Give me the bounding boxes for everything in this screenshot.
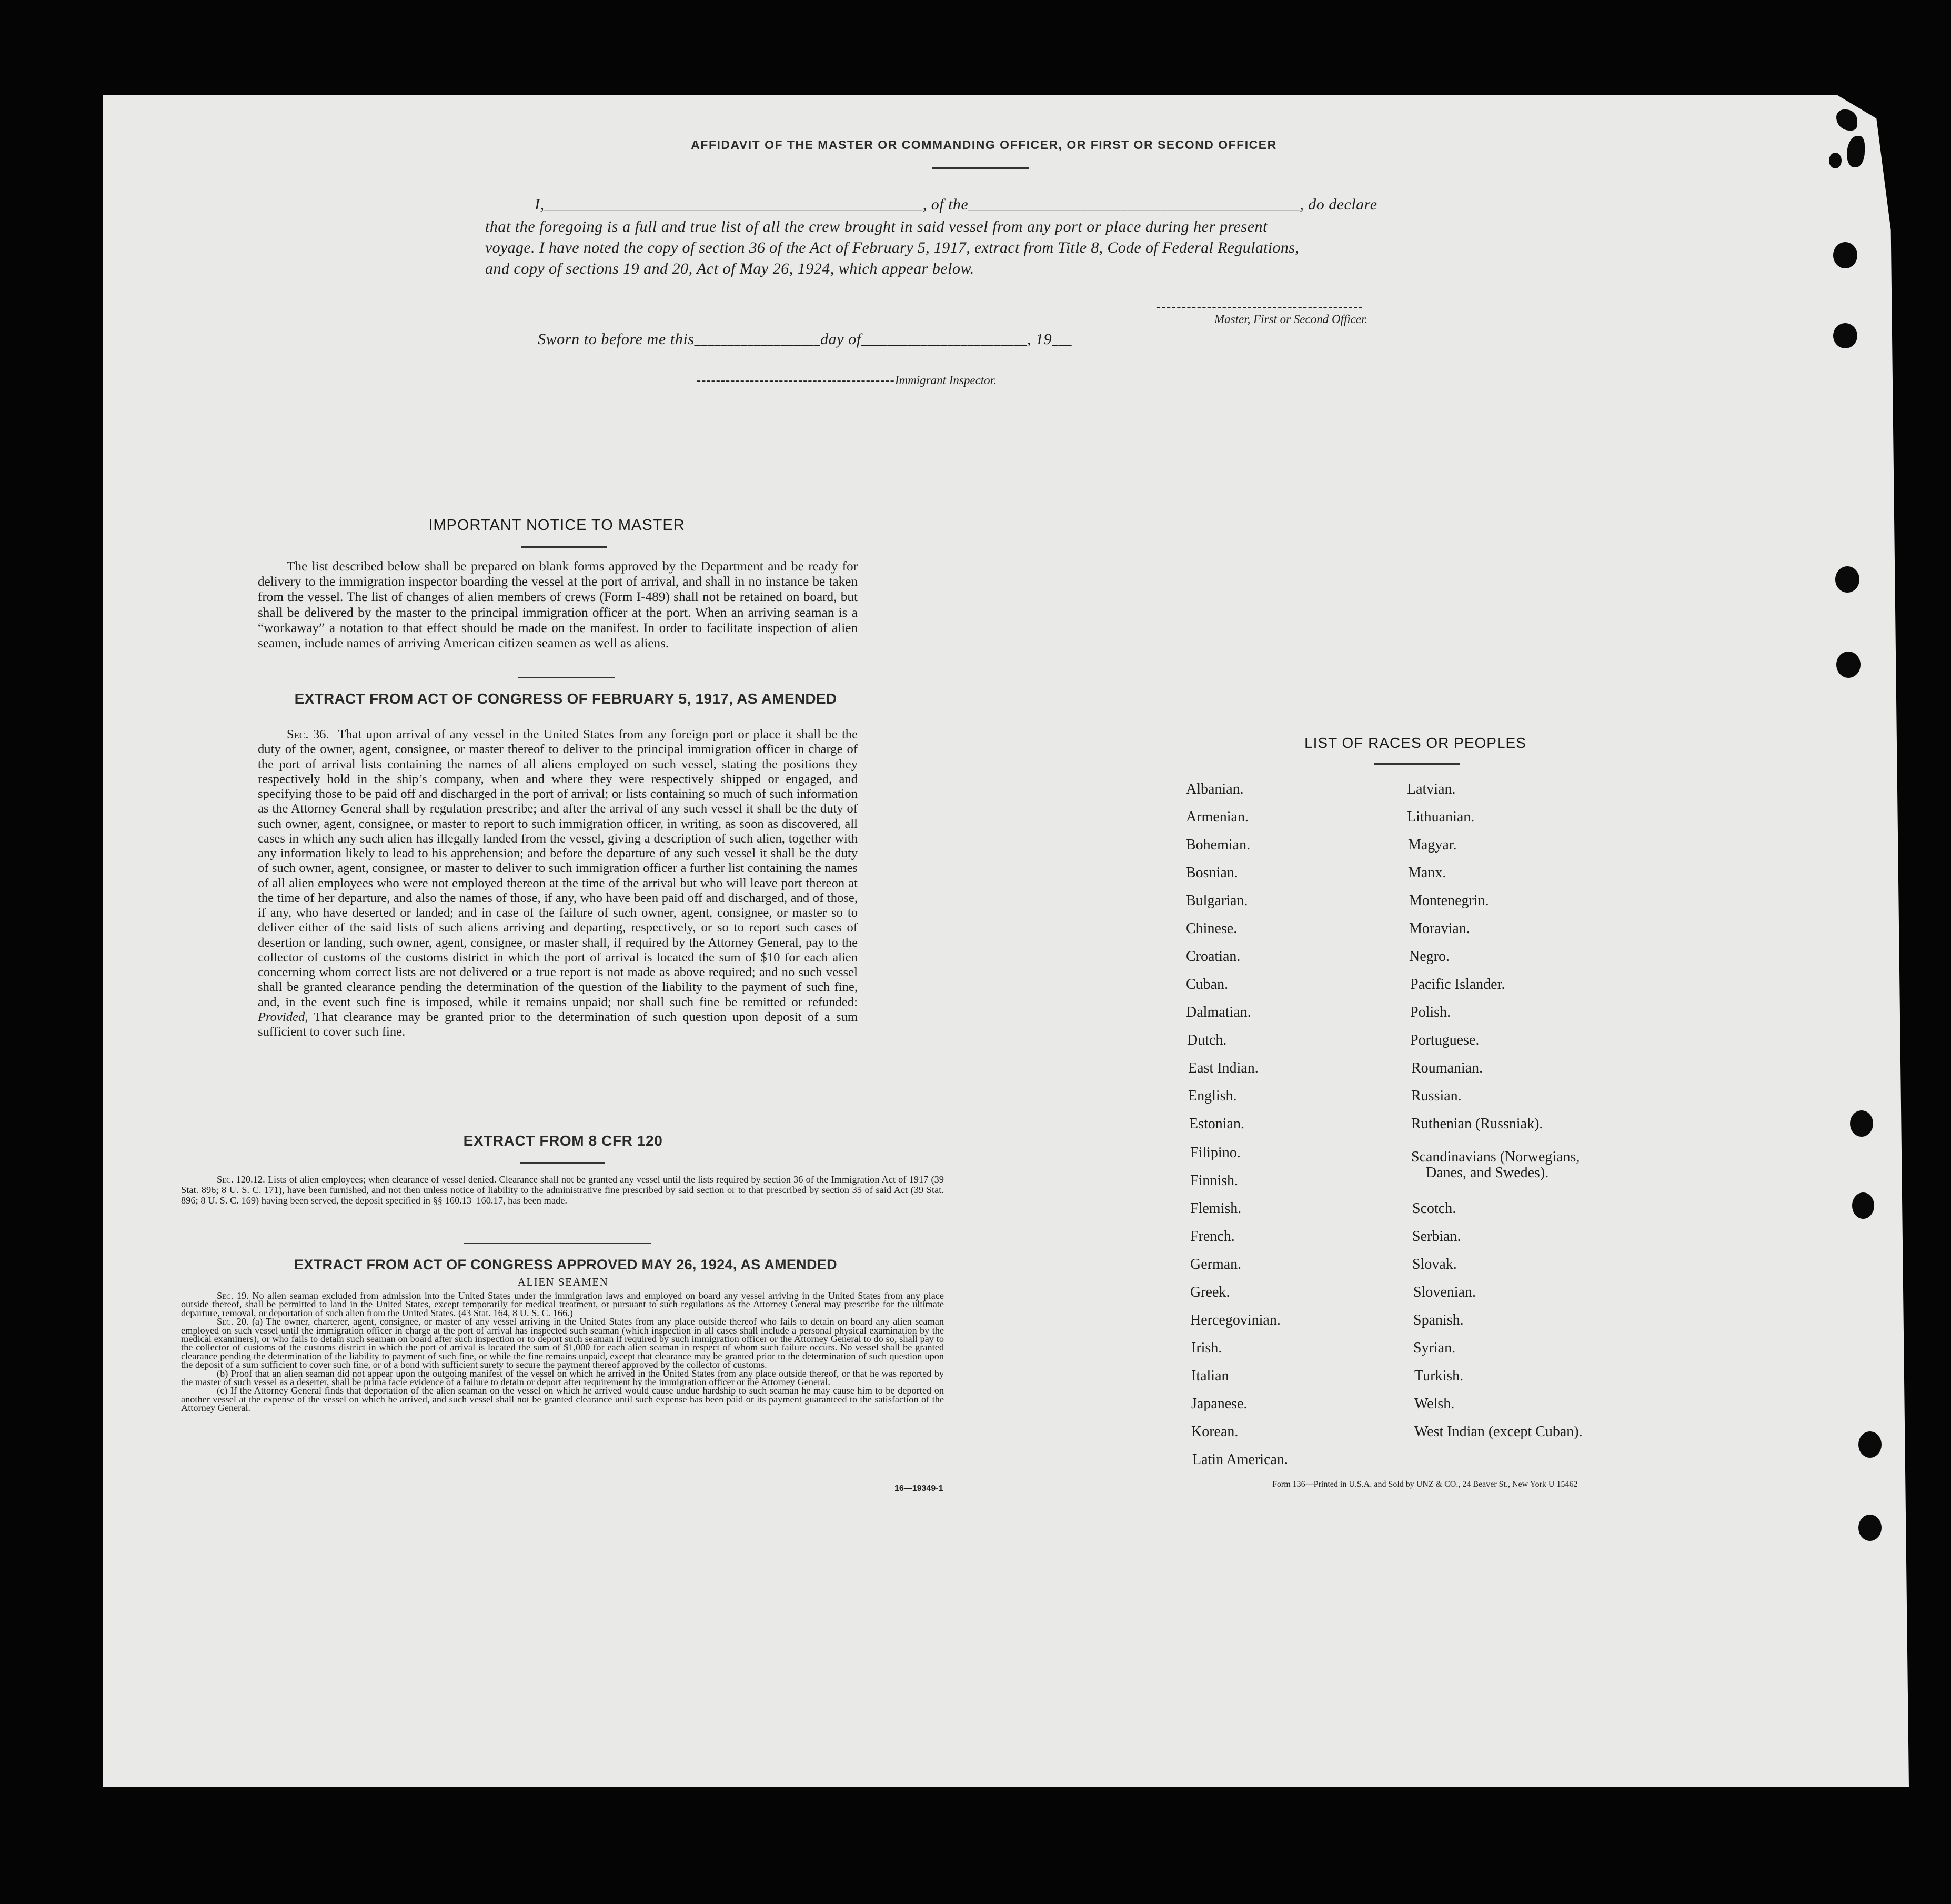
signature-label: Master, First or Second Officer. <box>1214 313 1368 326</box>
punch-hole <box>1835 566 1859 593</box>
sec-20c-paragraph: (c) If the Attorney General finds that deportation of the alien seaman on the vessel on which he arrived would cause undue hardship to such seaman he may cause him to be deported on another vessel at the expense of the vessel on which he arrived, and such vessel shall not be granted clearance until such expense has been paid or its payment guaranteed to the satisfaction of the Attorney General. <box>181 1385 944 1414</box>
race-item: Irish. <box>1191 1340 1222 1356</box>
affidavit-line-1 <box>535 196 1377 214</box>
race-item: Dalmatian. <box>1186 1004 1251 1020</box>
notice-body: The list described below shall be prepared on blank forms approved by the Department and be ready for delivery to the immigration inspector boarding the vessel at the port of arrival, and shall in no instance be taken from the vessel. The list of changes of alien members of crews (Form I-489) shall not be retained on board, but shall be delivered by the master to the principal immigration officer at the port. When an arriving seaman is a “workaway” a notation to that effect should be made on the manifest. In order to facilitate inspection of alien seamen, include names of arriving American citizen seamen as well as aliens. <box>258 559 858 651</box>
sec-120-text: Lists of alien employees; when clearance of vessel denied. Clearance shall not be granted any vessel until the lists required by section 36 of the Immigration Act of 1917 (39 Stat. 896; 8 U. S. C. 171), have been furnished, and not then unless notice of liability to the administrative fine prescribed by said section or to that prescribed by section 35 of said Act (39 Stat. 896; 8 U. S. C. 169) having been served, the deposit specified in §§ 160.13–160.17, has been made. <box>181 1174 944 1206</box>
race-item: Pacific Islander. <box>1410 976 1505 993</box>
races-heading: LIST OF RACES OR PEOPLES <box>1304 735 1526 751</box>
extract-1917-body <box>258 727 858 1039</box>
sec-36-text-end: That clearance may be granted prior to the determination of such question upon deposit of a sum sufficient to cover such fine. <box>258 1009 858 1039</box>
race-item: Greek. <box>1190 1284 1230 1300</box>
notice-heading: IMPORTANT NOTICE TO MASTER <box>428 517 685 534</box>
sec-20-label: Sec. 20. <box>217 1316 249 1327</box>
day-blank[interactable]: ___________________ <box>694 334 821 347</box>
race-item: Slovenian. <box>1413 1284 1476 1300</box>
race-item: Montenegrin. <box>1409 893 1489 909</box>
sec-19-text: No alien seaman excluded from admission into the United States under the immigration laws and employed on board any vessel arriving in the United States from any place outside thereof, shall be permitted to land in the United States, except temporarily for medical treatment, or pursuant to such regulations as the Attorney General may prescribe for the ultimate departure, removal, or deportation of such alien from the United States. (43 Stat. 164, 8 U. S. C. 166.) <box>181 1290 944 1318</box>
race-item: Italian <box>1191 1368 1229 1384</box>
divider <box>521 546 607 548</box>
year-blank[interactable]: ___ <box>1052 334 1072 347</box>
race-item: Cuban. <box>1186 976 1229 993</box>
affidavit-line-2: that the foregoing is a full and true list of all the crew brought in said vessel from any port or place during her present <box>485 218 1268 235</box>
punch-hole <box>1836 652 1861 678</box>
race-item: Magyar. <box>1408 837 1457 853</box>
extract-1917-heading: EXTRACT FROM ACT OF CONGRESS OF FEBRUARY 5, 1917, AS AMENDED <box>294 690 837 707</box>
inspector-label: Immigrant Inspector. <box>894 374 997 387</box>
sec-120-label: Sec. 120.12. <box>217 1174 265 1185</box>
race-item: Portuguese. <box>1410 1032 1480 1048</box>
race-item: Moravian. <box>1409 920 1470 937</box>
race-item: Chinese. <box>1186 920 1238 937</box>
race-item: Flemish. <box>1190 1200 1242 1217</box>
punch-hole <box>1850 1110 1873 1137</box>
sworn-year: , 19 <box>1027 330 1052 348</box>
race-item: Slovak. <box>1412 1256 1457 1272</box>
race-item: English. <box>1188 1088 1237 1104</box>
punch-hole <box>1852 1192 1874 1219</box>
affidavit-declare: , do declare <box>1300 196 1377 213</box>
signature-line[interactable]: ----------------------------------------- <box>1156 300 1364 314</box>
extract-1924-body <box>181 1291 944 1412</box>
affidavit-line-3: voyage. I have noted the copy of section 36 of the Act of February 5, 1917, extract from Title 8, Code of Federal Regulations, <box>485 239 1300 256</box>
race-item: Croatian. <box>1186 948 1241 965</box>
vessel-blank[interactable]: __________________________________________________ <box>968 199 1300 213</box>
divider <box>932 167 1029 169</box>
race-item: Polish. <box>1410 1004 1451 1020</box>
race-item: Welsh. <box>1414 1396 1455 1412</box>
divider <box>464 1243 651 1244</box>
sec-19-paragraph <box>181 1291 944 1317</box>
punch-hole <box>1858 1515 1882 1541</box>
race-item: Russian. <box>1411 1088 1462 1104</box>
punch-hole <box>1833 323 1857 348</box>
race-item: Spanish. <box>1413 1312 1464 1328</box>
extract-1924-heading: EXTRACT FROM ACT OF CONGRESS APPROVED MAY 26, 1924, AS AMENDED <box>294 1257 837 1272</box>
extract-cfr-body <box>181 1175 944 1206</box>
affidavit-title: AFFIDAVIT OF THE MASTER OR COMMANDING OFFICER, OR FIRST OR SECOND OFFICER <box>691 138 1277 152</box>
race-item: Bosnian. <box>1186 865 1238 881</box>
race-item: Latvian. <box>1407 781 1456 797</box>
race-item: Armenian. <box>1186 809 1249 825</box>
sworn-day-of: day of <box>820 330 861 348</box>
race-item: Hercegovinian. <box>1190 1312 1281 1328</box>
race-item: Bohemian. <box>1186 837 1251 853</box>
divider <box>518 677 615 678</box>
inspector-signature-line[interactable]: ----------------------------------------- <box>697 374 895 387</box>
race-item: Estonian. <box>1189 1116 1244 1132</box>
sec-20b-paragraph: (b) Proof that an alien seaman did not appear upon the outgoing manifest of the vessel on which he arrived in the United States from any place outside thereof, or that he was reported by the master of such vessel as a deserter, shall be prima facie evidence of a failure to detain or deport after requirement by the immigration officer or the Attorney General. <box>181 1368 944 1388</box>
torn-corner <box>1829 153 1842 168</box>
race-item: Finnish. <box>1190 1173 1239 1189</box>
form-code: 16—19349-1 <box>894 1484 943 1493</box>
race-item: Bulgarian. <box>1186 893 1248 909</box>
race-item: Korean. <box>1191 1424 1239 1440</box>
race-item: West Indian (except Cuban). <box>1414 1424 1583 1440</box>
divider <box>520 1162 605 1164</box>
affidavit-line-4: and copy of sections 19 and 20, Act of May 26, 1924, which appear below. <box>485 260 974 277</box>
sworn-line <box>538 330 1072 348</box>
provided-label: Provided, <box>258 1009 308 1024</box>
affidavit-i: I, <box>535 196 545 213</box>
race-item: Japanese. <box>1191 1396 1248 1412</box>
race-item: Latin American. <box>1192 1451 1288 1468</box>
race-item: Scandinavians (Norwegians, <box>1411 1149 1580 1165</box>
race-item: Ruthenian (Russniak). <box>1411 1116 1543 1132</box>
punch-hole <box>1833 242 1857 268</box>
race-item: East Indian. <box>1188 1060 1259 1076</box>
race-item: German. <box>1190 1256 1242 1272</box>
sworn-prefix: Sworn to before me this <box>538 330 695 348</box>
race-item: Dutch. <box>1187 1032 1227 1048</box>
sec-36-label: Sec. 36. <box>287 727 329 741</box>
name-blank[interactable]: __________________________________________________________ <box>544 199 923 213</box>
divider <box>1374 763 1460 765</box>
month-blank[interactable]: _________________________ <box>861 334 1027 347</box>
race-item: Scotch. <box>1412 1200 1456 1217</box>
extract-cfr-heading: EXTRACT FROM 8 CFR 120 <box>463 1133 663 1149</box>
race-item: Albanian. <box>1186 781 1244 797</box>
race-item: Filipino. <box>1190 1145 1241 1161</box>
printer-imprint: Form 136—Printed in U.S.A. and Sold by UNZ & CO., 24 Beaver St., New York U 15462 <box>1272 1480 1578 1489</box>
sec-36-text: That upon arrival of any vessel in the United States from any foreign port or place it shall be the duty of the owner, agent, consignee, or master thereof to deliver to the principal immigration officer in charge of the port of arrival lists containing the names of all aliens employed on such vessel, stating the positions they respectively hold in the ship’s company, when and where they were respectively shipped or engaged, and specifying those to be paid off and discharged in the port of arrival; or lists containing so much of such information as the Attorney General shall by regulation prescribe; and after the arrival of any such vessel it shall be the duty of such owner, agent, consignee, or master to report to such immigration officer, in writing, as soon as discovered, all cases in which any such alien has illegally landed from the vessel, giving a description of such alien, together with any information likely to lead to his apprehension; and before the departure of any such vessel it shall be the duty of such owner, agent, consignee, or master to deliver to such immigration officer a further list containing the names of all alien employees who were not employed thereon at the time of the arrival but who will leave port thereon at the time of her departure, and also the names of those, if any, who have been paid off and discharged, and of those, if any, who have deserted or landed; and in case of the failure of such owner, agent, consignee, or master so to deliver either of the said lists of such aliens arriving and departing, respectively, or so to report such cases of desertion or landing, such owner, agent, consignee, or master shall, if required by the Attorney General, pay to the collector of customs of the customs district in which the port of arrival is located the sum of $10 for each alien concerning whom correct lists are not delivered or a true report is not made as above required; and no such vessel shall be granted clearance pending the determination of the question of the liability to the payment of such fine, and, in the event such fine is imposed, while it remains unpaid; nor shall such fine be remitted or refunded: <box>258 727 858 1009</box>
race-item: Negro. <box>1409 948 1450 965</box>
sec-20a-paragraph <box>181 1317 944 1369</box>
race-item: French. <box>1190 1228 1235 1245</box>
affidavit-of-the: , of the <box>922 196 969 213</box>
race-item: Roumanian. <box>1411 1060 1483 1076</box>
inspector-line <box>697 374 997 388</box>
race-item: Syrian. <box>1413 1340 1456 1356</box>
race-item: Danes, and Swedes). <box>1426 1165 1549 1181</box>
punch-hole <box>1858 1431 1882 1458</box>
alien-seamen-subheading: ALIEN SEAMEN <box>517 1276 609 1288</box>
race-item: Manx. <box>1408 865 1446 881</box>
race-item: Turkish. <box>1414 1368 1464 1384</box>
race-item: Serbian. <box>1412 1228 1461 1245</box>
sec-20a-text: (a) The owner, charterer, agent, consignee, or master of any vessel arriving in the United States from any place outside thereof who fails to detain on board any alien seaman employed on such vessel until the immigration officer in charge at the port of arrival has inspected such seaman (which inspection in all cases shall include a personal physical examination by the medical examiners), or who fails to detain such seaman on board after such inspection or to deport such seaman if required by such immigration officer or the Attorney General to do so, shall pay to the collector of customs of the customs district in which the port of arrival is located the sum of $1,000 for each alien seaman in respect of whom such failure occurs. No vessel shall be granted clearance pending the determination of the liability to payment of such fine, or while the fine remains unpaid, except that clearance may be granted prior to the determination of such question upon the deposit of a sum sufficient to cover such fine, or of a bond with sufficient surety to secure the payment thereof approved by the collector of customs. <box>181 1316 944 1370</box>
race-item: Lithuanian. <box>1407 809 1475 825</box>
sec-19-label: Sec. 19. <box>217 1290 249 1301</box>
